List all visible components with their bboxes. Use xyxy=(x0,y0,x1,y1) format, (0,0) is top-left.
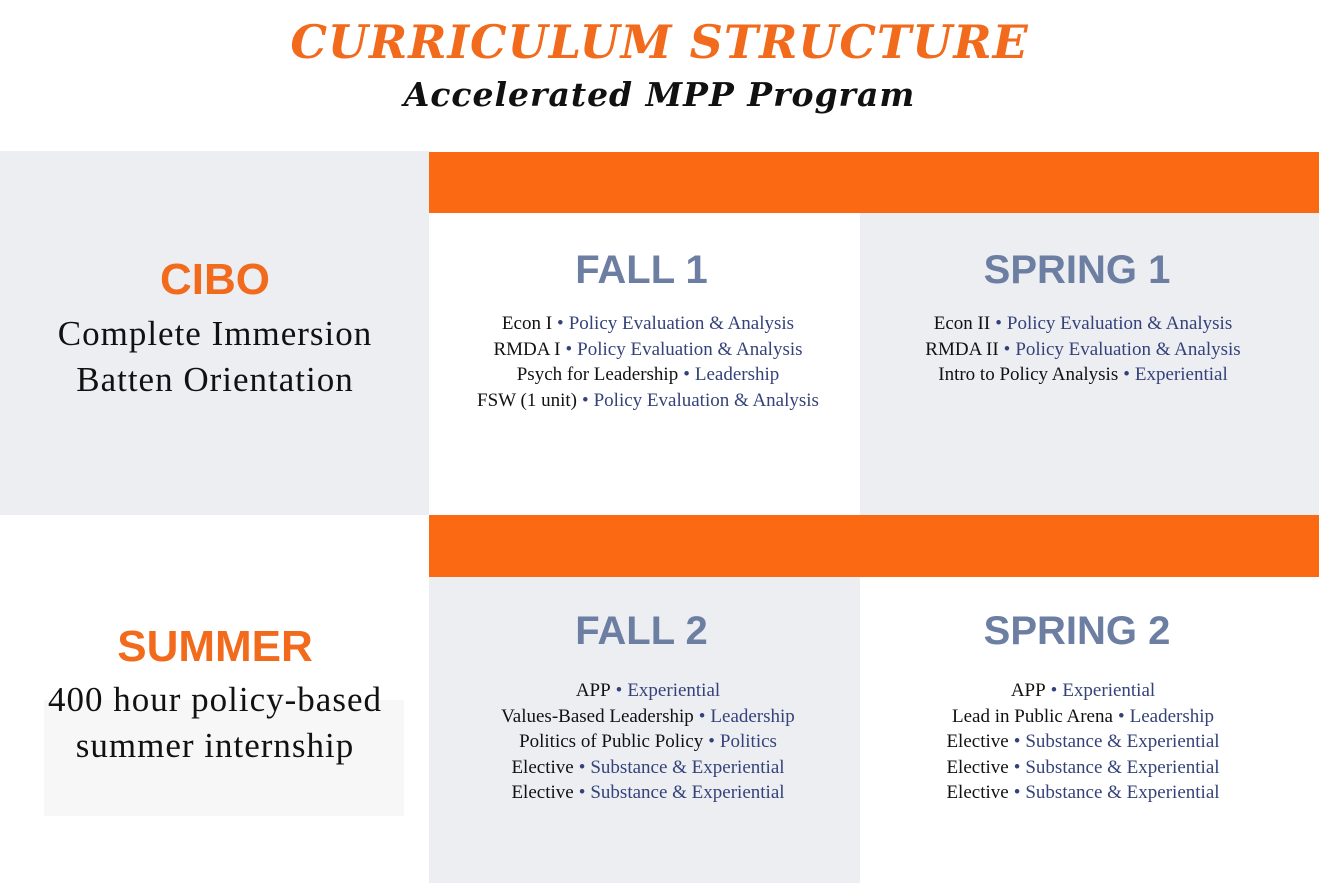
course-category: Experiential xyxy=(627,680,721,701)
top-orange-bar xyxy=(429,152,1319,213)
cibo-heading: CIBO xyxy=(160,255,270,304)
course-category: Policy Evaluation & Analysis xyxy=(1006,313,1233,334)
spring1-heading: SPRING 1 xyxy=(983,248,1171,292)
course-name: Elective xyxy=(946,782,1009,803)
bullet-separator: • xyxy=(995,313,1002,334)
course-row xyxy=(860,729,1306,755)
course-row xyxy=(429,311,867,337)
course-category: Substance & Experiential xyxy=(590,782,785,803)
course-category: Policy Evaluation & Analysis xyxy=(1015,338,1241,360)
bullet-separator: • xyxy=(578,756,586,778)
fall1-course-list xyxy=(429,311,867,413)
fall2-heading: FALL 2 xyxy=(575,609,708,653)
bullet-separator: • xyxy=(565,338,573,360)
summer-line-1: 400 hour policy-based xyxy=(48,680,382,719)
course-category: Policy Evaluation & Analysis xyxy=(568,313,795,334)
course-name: Values-Based Leadership xyxy=(501,705,694,727)
bullet-separator: • xyxy=(1050,680,1058,701)
page-title: CURRICULUM STRUCTURE xyxy=(290,15,1029,69)
course-name: FSW (1 unit) xyxy=(477,389,577,411)
course-category: Leadership xyxy=(710,705,795,727)
course-row xyxy=(429,755,867,781)
course-category: Substance & Experiential xyxy=(1025,782,1220,803)
bullet-separator: • xyxy=(708,731,715,752)
course-row xyxy=(860,704,1306,730)
course-category: Experiential xyxy=(1062,680,1156,701)
fall2-course-list xyxy=(429,678,867,806)
cibo-line-1: Complete Immersion xyxy=(57,314,373,353)
course-row xyxy=(429,704,867,730)
course-name: RMDA I xyxy=(493,338,561,360)
course-category: Politics xyxy=(719,731,777,752)
course-row xyxy=(429,678,867,704)
course-row xyxy=(429,362,867,388)
bullet-separator: • xyxy=(1013,756,1021,778)
course-row xyxy=(429,780,867,806)
course-row xyxy=(860,678,1306,704)
page-subtitle: Accelerated MPP Program xyxy=(403,75,916,114)
bullet-separator: • xyxy=(581,389,589,411)
middle-orange-bar xyxy=(429,515,1319,577)
course-category: Substance & Experiential xyxy=(590,756,785,778)
course-name: Elective xyxy=(511,782,574,803)
bullet-separator: • xyxy=(683,364,690,385)
course-category: Experiential xyxy=(1134,364,1228,385)
course-category: Leadership xyxy=(1129,705,1214,727)
course-name: Elective xyxy=(511,756,574,778)
bullet-separator: • xyxy=(698,705,706,727)
course-name: Econ I xyxy=(501,313,553,334)
course-category: Policy Evaluation & Analysis xyxy=(593,389,819,411)
course-name: Psych for Leadership xyxy=(516,364,679,385)
course-name: APP xyxy=(1010,680,1046,701)
summer-line-2: summer internship xyxy=(75,726,355,765)
course-name: RMDA II xyxy=(925,338,999,360)
course-category: Leadership xyxy=(694,364,780,385)
course-row xyxy=(860,362,1306,388)
course-row xyxy=(860,755,1306,781)
bullet-separator: • xyxy=(1003,338,1011,360)
course-row xyxy=(429,388,867,414)
summer-heading: SUMMER xyxy=(117,622,313,671)
course-name: Intro to Policy Analysis xyxy=(938,364,1119,385)
course-row xyxy=(429,337,867,363)
course-row xyxy=(860,780,1306,806)
course-row xyxy=(860,337,1306,363)
cibo-line-2: Batten Orientation xyxy=(76,360,354,399)
spring2-heading: SPRING 2 xyxy=(983,609,1171,653)
course-name: Elective xyxy=(946,731,1009,752)
course-category: Substance & Experiential xyxy=(1025,731,1220,752)
bullet-separator: • xyxy=(557,313,564,334)
spring1-course-list xyxy=(860,311,1306,388)
bullet-separator: • xyxy=(1013,731,1021,752)
course-name: Politics of Public Policy xyxy=(519,731,704,752)
fall1-heading: FALL 1 xyxy=(575,248,708,292)
spring2-course-list xyxy=(860,678,1306,806)
course-category: Policy Evaluation & Analysis xyxy=(577,338,803,360)
course-name: Elective xyxy=(946,756,1009,778)
bullet-separator: • xyxy=(578,782,586,803)
course-name: APP xyxy=(575,680,611,701)
bullet-separator: • xyxy=(1013,782,1021,803)
course-name: Lead in Public Arena xyxy=(952,705,1113,727)
bullet-separator: • xyxy=(615,680,623,701)
course-row xyxy=(429,729,867,755)
bullet-separator: • xyxy=(1117,705,1125,727)
course-name: Econ II xyxy=(933,313,991,334)
bullet-separator: • xyxy=(1123,364,1130,385)
course-row xyxy=(860,311,1306,337)
course-category: Substance & Experiential xyxy=(1025,756,1220,778)
